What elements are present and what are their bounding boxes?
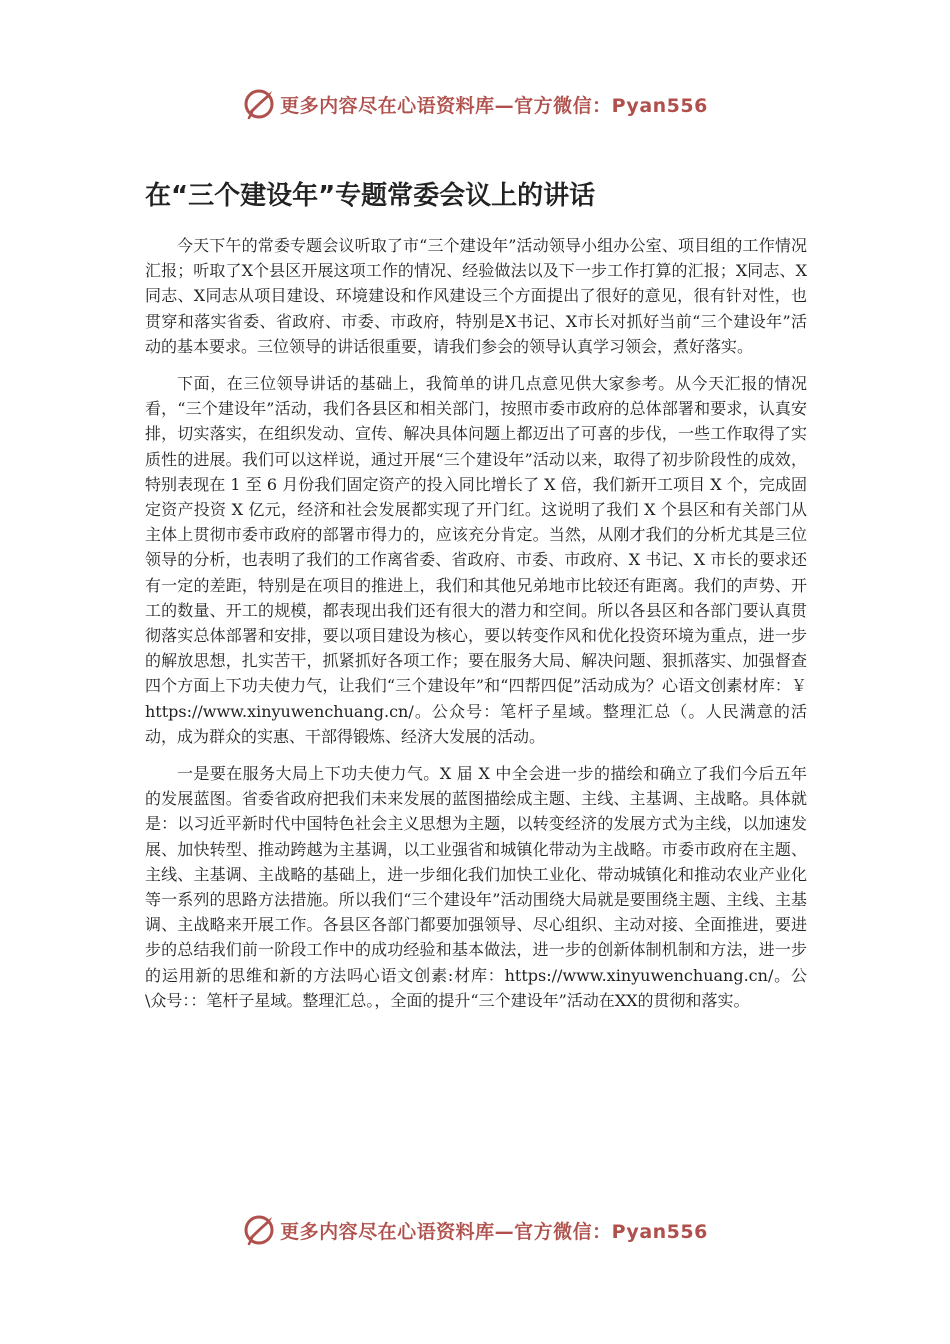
paragraph-1: 今天下午的常委专题会议听取了市“三个建设年”活动领导小组办公室、项目组的工作情况汇报；听取了X个县区开展这项工作的情况、经验做法以及下一步工作打算的汇报；X同志、X同志、X同志从项目建设、环境建设和作风建设三个方面提出了很好的意见，很有针对性，也贯穿和落实省委、省政府、市委、市政府，特别是X书记、X市长对抓好当前“三个建设年”活动的基本要求。三位领导的讲话很重要，请我们参会的领导认真学习领会，煮好落实。 (145, 236, 807, 356)
paragraph-3: 一是要在服务大局上下功夫使力气。X 届 X 中全会进一步的描绘和确立了我们今后五年的发展蓝图。省委省政府把我们未来发展的蓝图描绘成主题、主线、主基调、主战略。具体就是：以习近平新时代中国特色社会主义思想为主题，以转变经济的发展方式为主线，以加速发展、加快转型、推动跨越为主基调，以工业强省和城镇化带动为主战略。市委市政府在主题、主线、主基调、主战略的基础上，进一步细化我们加快工业化、带动城镇化和推动农业产业化等一系列的思路方法措施。所以我们“三个建设年”活动围绕大局就是要围绕主题、主线、主基调、主战略来开展工作。各县区各部门都要加强领导、尽心组织、主动对接、全面推进，要进步的总结我们前一阶段工作中的成功经验和基本做法，进一步的创新体制机制和方法，进一步的运用新的思维和新的方法吗心语文创素:材库：https://www.xinyuwenchuang.cn/。公\众号：：笔杆子星域。整理汇总。，全面的提升“三个建设年”活动在XX的贯彻和落实。 (145, 764, 807, 1010)
watermark-text: 更多内容尽在心语资料库—官方微信：Pyan556 (280, 1220, 708, 1243)
document-body (145, 233, 807, 1025)
watermark-header (0, 84, 950, 124)
watermark-footer (0, 1210, 950, 1250)
pen-logo-icon (242, 1213, 276, 1247)
pen-logo-icon (242, 87, 276, 121)
paragraph-2: 下面，在三位领导讲话的基础上，我简单的讲几点意见供大家参考。从今天汇报的情况看，“三个建设年”活动，我们各县区和相关部门，按照市委市政府的总体部署和要求，认真安排，切实落实，在组织发动、宣传、解决具体问题上都迈出了可喜的步伐，一些工作取得了实质性的进展。我们可以这样说，通过开展“三个建设年”活动以来，取得了初步阶段性的成效，特别表现在 1 至 6 月份我们固定资产的投入同比增长了 X 倍，我们新开工项目 X 个，完成固定资产投资 X 亿元，经济和社会发展都实现了开门红。这说明了我们 X 个县区和有关部门从主体上贯彻市委市政府的部署市得力的，应该充分肯定。当然，从刚才我们的分析尤其是三位领导的分析，也表明了我们的工作离省委、省政府、市委、市政府、X 书记、X 市长的要求还有一定的差距，特别是在项目的推进上，我们和其他兄弟地市比较还有距离。我们的声势、开工的数量、开工的规模，都表现出我们还有很大的潜力和空间。所以各县区和各部门要认真贯彻落实总体部署和安排，要以项目建设为核心，要以转变作风和优化投资环境为重点，进一步的解放思想，扎实苦干，抓紧抓好各项工作；要在服务大局、解决问题、狠抓落实、加强督查四个方面上下功夫使力气，让我们“三个建设年”和“四帮四促”活动成为？心语文创素材库：￥ https://www.xinyuwenchuang.cn/。公众号：笔杆子星域。整理汇总（。人民满意的活动，成为群众的实惠、干部得锻炼、经济大发展的活动。 (145, 374, 807, 746)
watermark-text: 更多内容尽在心语资料库—官方微信：Pyan556 (280, 94, 708, 117)
document-title: 在“三个建设年”专题常委会议上的讲话 (145, 181, 596, 211)
